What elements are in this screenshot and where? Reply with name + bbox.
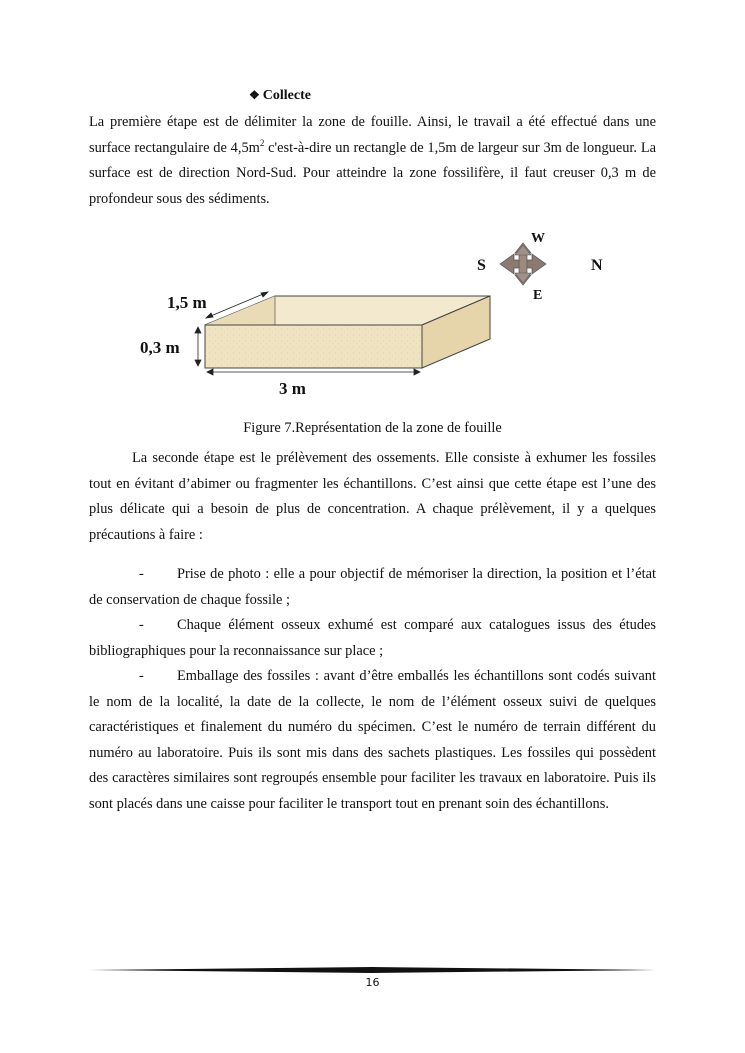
page-number: 16 bbox=[365, 976, 380, 989]
label-depth: 0,3 m bbox=[140, 338, 180, 357]
excavation-zone-figure bbox=[130, 225, 630, 405]
list-item-text: Prise de photo : elle a pour objectif de mémoriser la direction, la position et l’état de conservation de chaque fossile ; bbox=[89, 566, 656, 608]
superscript: 2 bbox=[259, 137, 265, 148]
compass-east-label: E bbox=[533, 288, 543, 303]
paragraph-prelevement: La seconde étape est le prélèvement des ossements. Elle consiste à exhumer les fossiles tout en évitant d’abimer ou fragmenter les échantillons. C’est ainsi que cette étape est l’une des plus délicate qui a besoin de plus de concentration. A chaque prélèvement, il y a quelques précautions à faire : bbox=[89, 450, 656, 543]
footer-divider bbox=[89, 966, 656, 974]
compass-north-label: N bbox=[591, 257, 603, 274]
paragraph-delimitation bbox=[89, 110, 656, 212]
list-dash: - bbox=[139, 617, 144, 633]
list-dash: - bbox=[139, 668, 144, 684]
compass-south-label: S bbox=[477, 257, 486, 274]
compass-rose-icon bbox=[500, 243, 546, 285]
list-item-text: Chaque élément osseux exhumé est comparé aux catalogues issus des études bibliographiques pour la reconnaissance sur place ; bbox=[89, 617, 656, 659]
compass-west-label: W bbox=[531, 231, 545, 246]
dimension-depth-arrow bbox=[195, 327, 201, 366]
diamond-bullet-icon: ❖ bbox=[249, 88, 260, 102]
paragraph-text: La première étape est de délimiter la zone de fouille. Ainsi, le travail a été effectué dans une surface rectangulaire de 4,5m bbox=[89, 114, 656, 156]
dimension-length-arrow bbox=[207, 369, 420, 375]
list-item-text: Emballage des fossiles : avant d’être emballés les échantillons sont codés suivant le nom de la localité, la date de la collecte, le nom de l’élément osseux suivi de quelques caractéristiques et finalement du numéro du spécimen. C’est le numéro de terrain différent du numéro au laboratoire. Puis ils sont mis dans des sachets plastiques. Les fossiles qui possèdent des caractères similaires sont regroupés ensemble pour faciliter les travaux en laboratoire. Puis ils sont placés dans une caisse pour faciliter le transport tout en prenant soin des échantillons. bbox=[89, 668, 656, 812]
list-item bbox=[89, 613, 656, 664]
label-length: 3 m bbox=[279, 379, 306, 398]
label-width: 1,5 m bbox=[167, 293, 207, 312]
list-dash: - bbox=[139, 566, 144, 582]
heading-title: Collecte bbox=[262, 88, 311, 103]
list-item bbox=[89, 664, 656, 818]
paragraph-text: c'est-à-dire un rectangle de 1,5m de largeur sur 3m de longueur. La surface est de direction Nord-Sud. Pour atteindre la zone fossilifère, il faut creuser 0,3 m de profondeur sous des sédiments. bbox=[89, 139, 656, 207]
list-item bbox=[89, 562, 656, 613]
excavation-box bbox=[205, 296, 490, 368]
figure-caption: Figure 7.Représentation de la zone de fouille bbox=[243, 420, 502, 436]
section-heading bbox=[249, 88, 311, 104]
